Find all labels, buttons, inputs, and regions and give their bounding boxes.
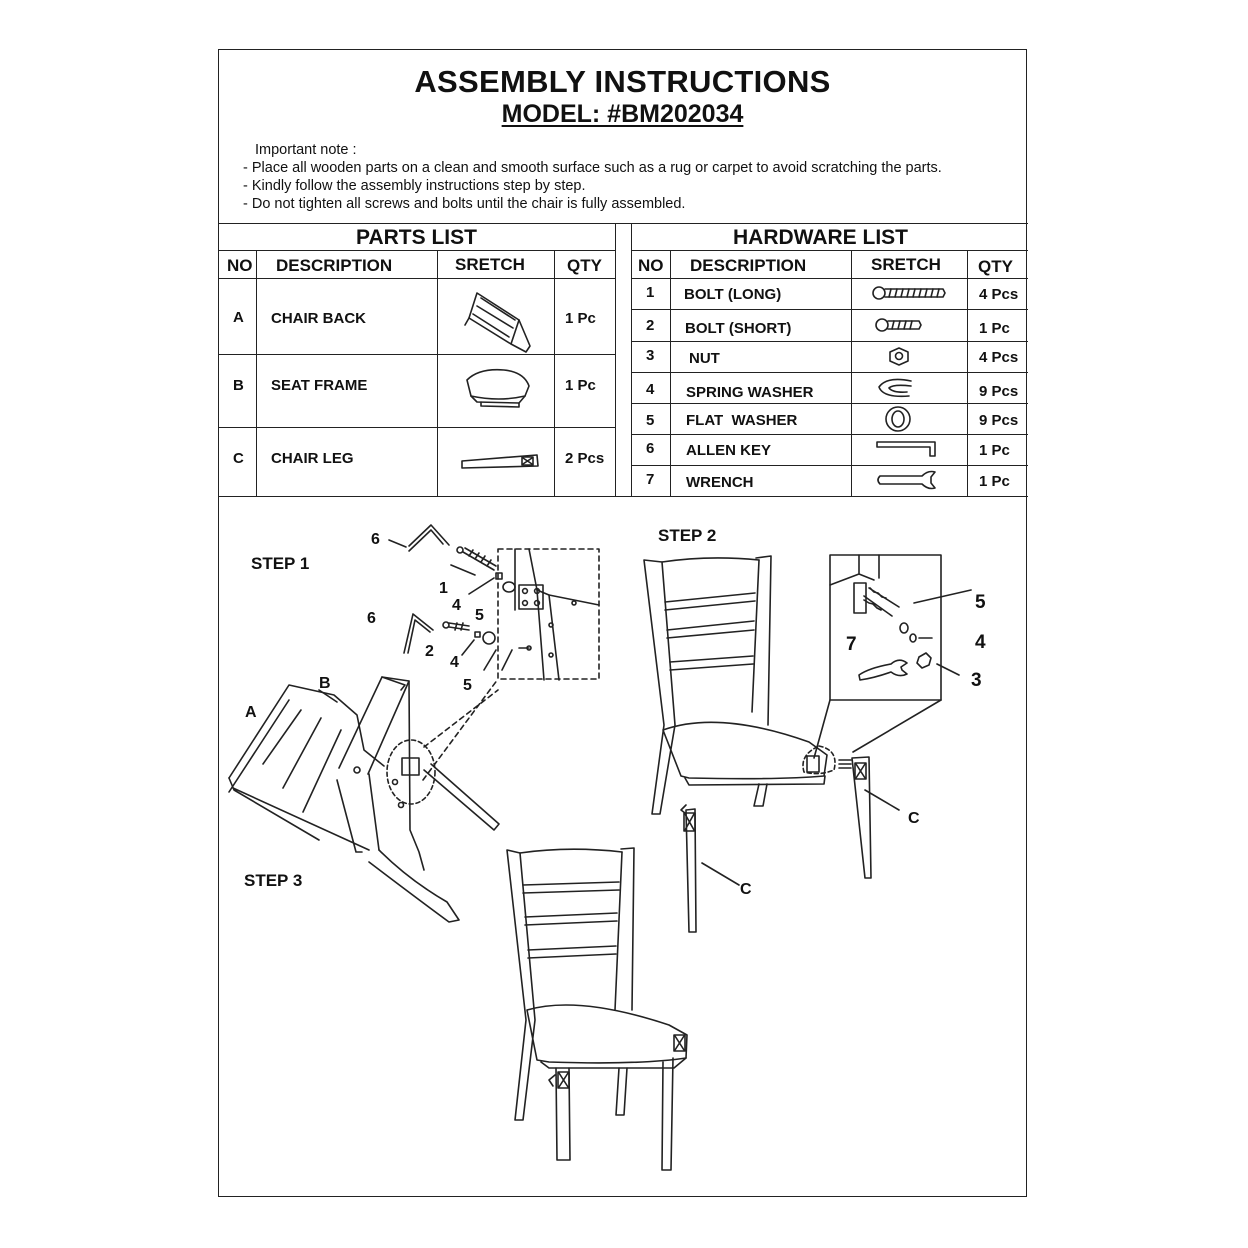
- parts-col-sketch: SRETCH: [455, 255, 525, 274]
- short-bolt-icon: [876, 319, 921, 331]
- callout-4: 4: [975, 632, 986, 653]
- allen-key-icon: [877, 442, 935, 456]
- note-item: - Do not tighten all screws and bolts until the chair is fully assembled.: [243, 196, 686, 212]
- hardware-col-sketch: SRETCH: [871, 255, 941, 274]
- callout-a: A: [245, 704, 257, 721]
- callout-3: 3: [971, 670, 982, 691]
- hardware-col-no: NO: [638, 256, 664, 275]
- document-title: ASSEMBLY INSTRUCTIONS: [414, 64, 831, 99]
- note-item: - Kindly follow the assembly instructions step by step.: [243, 178, 586, 194]
- callout-b: B: [319, 675, 331, 692]
- hardware-row-description: BOLT (SHORT): [685, 320, 792, 337]
- parts-list-title: PARTS LIST: [356, 226, 477, 249]
- callout-5: 5: [975, 592, 986, 613]
- hardware-row-no: 3: [646, 347, 655, 364]
- hardware-row-qty: 9 Pcs: [979, 412, 1019, 429]
- parts-row-description: SEAT FRAME: [271, 377, 368, 394]
- hardware-row-no: 5: [646, 412, 655, 429]
- step3-chair: [507, 848, 687, 1170]
- hardware-row-description: FLAT WASHER: [686, 412, 798, 429]
- parts-col-no: NO: [227, 256, 253, 275]
- spring-washer-icon: [879, 379, 911, 396]
- callout-4: 4: [452, 597, 461, 614]
- callout-c: C: [908, 810, 920, 827]
- hardware-col-qty: QTY: [978, 257, 1013, 276]
- parts-row-no: C: [233, 450, 244, 467]
- nut-icon: [890, 348, 908, 365]
- parts-row-description: CHAIR BACK: [271, 310, 366, 327]
- chair-back-sketch: [465, 293, 530, 352]
- long-bolt-icon: [873, 287, 945, 299]
- chair-leg-sketch: [462, 455, 538, 468]
- parts-row-qty: 1 Pc: [565, 377, 596, 394]
- model-number: MODEL: #BM202034: [501, 100, 744, 128]
- callout-2: 2: [425, 643, 434, 660]
- hardware-row-description: SPRING WASHER: [686, 384, 814, 401]
- callout-6: 6: [371, 531, 380, 548]
- note-heading: Important note :: [255, 142, 357, 158]
- hardware-row-description: NUT: [689, 350, 720, 367]
- hardware-row-qty: 1 Pc: [979, 473, 1010, 490]
- parts-col-description: DESCRIPTION: [276, 256, 393, 275]
- parts-row-no: A: [233, 309, 244, 326]
- step2-label: STEP 2: [658, 526, 717, 545]
- hardware-row-qty: 4 Pcs: [979, 349, 1019, 366]
- hardware-row-no: 4: [646, 381, 655, 398]
- hardware-row-qty: 1 Pc: [979, 442, 1010, 459]
- callout-6: 6: [367, 610, 376, 627]
- flat-washer-icon: [886, 407, 910, 431]
- callout-c: C: [740, 881, 752, 898]
- parts-row-qty: 1 Pc: [565, 310, 596, 327]
- callout-4: 4: [450, 654, 459, 671]
- callout-5: 5: [463, 677, 472, 694]
- callout-7: 7: [846, 634, 857, 655]
- hardware-row-description: WRENCH: [686, 474, 754, 491]
- step3-label: STEP 3: [244, 871, 303, 890]
- hardware-row-no: 2: [646, 317, 655, 334]
- parts-col-qty: QTY: [567, 256, 602, 275]
- hardware-row-description: BOLT (LONG): [684, 286, 782, 303]
- seat-frame-sketch: [467, 370, 529, 407]
- hardware-row-no: 1: [646, 284, 655, 301]
- parts-row-qty: 2 Pcs: [565, 450, 605, 467]
- step2-detail-inset: [814, 555, 971, 758]
- hardware-row-qty: 9 Pcs: [979, 383, 1019, 400]
- callout-1: 1: [439, 580, 448, 597]
- hardware-row-qty: 1 Pc: [979, 320, 1010, 337]
- instruction-sheet: [218, 49, 1027, 1197]
- hardware-list-title: HARDWARE LIST: [733, 226, 908, 249]
- hardware-col-description: DESCRIPTION: [690, 256, 807, 275]
- step1-detail-inset: [498, 549, 599, 680]
- parts-row-no: B: [233, 377, 244, 394]
- illustrations: [219, 50, 1028, 1198]
- wrench-icon: [878, 472, 935, 489]
- callout-5: 5: [475, 607, 484, 624]
- hardware-row-no: 6: [646, 440, 655, 457]
- hardware-row-description: ALLEN KEY: [686, 442, 772, 459]
- note-item: - Place all wooden parts on a clean and smooth surface such as a rug or carpet to avoid scratching the parts.: [243, 160, 942, 176]
- parts-row-description: CHAIR LEG: [271, 450, 354, 467]
- step1-label: STEP 1: [251, 554, 310, 573]
- hardware-row-no: 7: [646, 471, 655, 488]
- hardware-row-qty: 4 Pcs: [979, 286, 1019, 303]
